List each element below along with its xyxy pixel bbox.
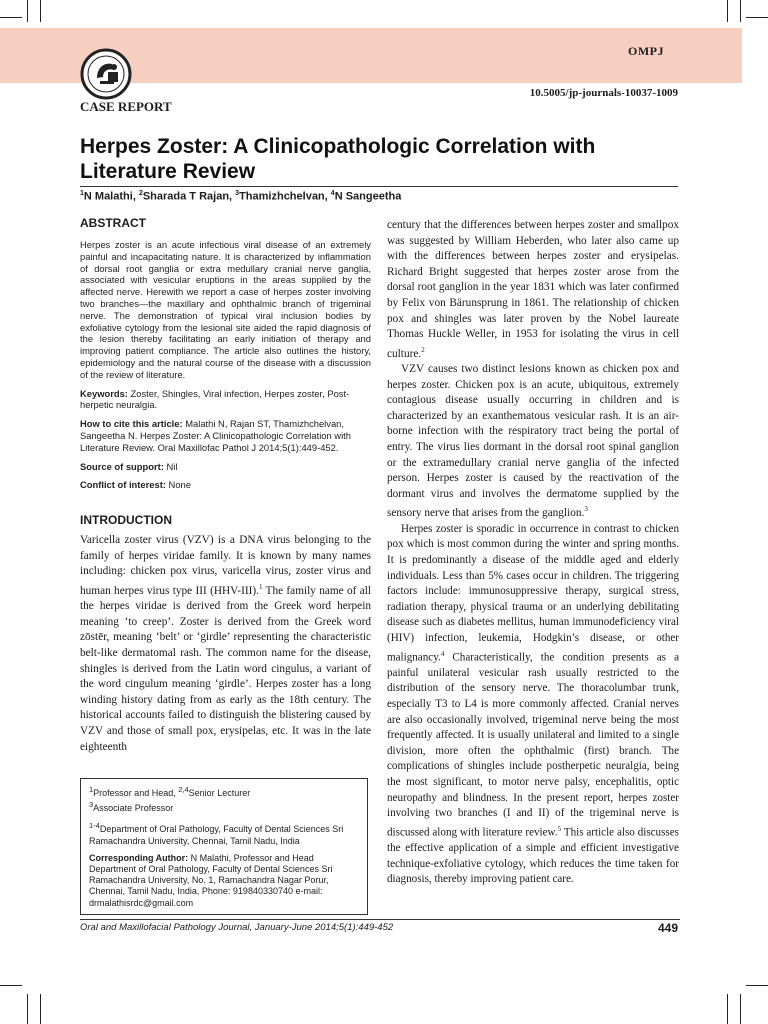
corresponding-author [89, 853, 359, 909]
conflict-value: None [168, 479, 191, 491]
conflict-of-interest [80, 479, 371, 491]
paragraph-text: Herpes zoster is sporadic in occurrence in contrast to chicken pox which is most common during the winter and spring months. It is predominantly a disease of the middle aged and elderly individuals. Less than 5% cases occur in children. The triggering factors include: immunosuppressive therapy, surgical stress, radiation therapy, physical trauma or an underlying debilitating disease such as diabetes mellitus, human immunodeficiency viral (HIV) infection, leukemia, Hodgkin’s disease, or other malignancy. [387, 522, 679, 664]
department [89, 820, 359, 846]
affiliation-text: Professor and Head, [93, 788, 179, 798]
paragraph-text: Characteristically, the condition presents as a painful unilateral vesicular rash usually restricted to the distribution of the sensory nerve. The thoracolumbar trunk, especially T3 to L4 is more commonly affected. Cranial nerves are also occasionally involved, trigeminal nerve being the most frequently affected. It is usually unilateral and limited to a single division, more often the ophthalmic (first) branch. The complications of shingles include postherpetic neuralgia, being the most significant, to motor nerve palsy, encephalitis, optic neuropathy and blindness. In the present report, herpes zoster involving two branches (I and II) of the trigeminal nerve is discussed along with literature review. [387, 651, 679, 839]
crop-mark [746, 17, 768, 18]
abstract-heading: ABSTRACT [80, 216, 146, 230]
paragraph [387, 362, 679, 522]
affiliation-lines [89, 784, 359, 814]
paragraph-text: This article also discusses the effective application of a simple and efficient investigative technique-exfoliative cytology, which reduces the time taken for diagnosis, thereby improving patient care. [387, 826, 679, 886]
paragraph-text: The family name of all the herpes viridae is derived from the Greek word herpein meaning ‘to creep’. Zoster is derived from the Greek word zōstēr, meaning ‘belt’ or ‘girdle’ representing the characteristic belt-like dermatomal rash. The common name for the disease, shingles is derived from the Latin word cingulus, a variant of the word cingulum meaning ‘girdle’. Herpes zoster has a long winding history dating from as early as the 18th century. The historical accounts failed to distinguish the blistering caused by VZV and those of small pox, erysipelas, etc. It was in the late eighteenth [80, 584, 371, 753]
affiliation-text: Associate Professor [93, 803, 174, 814]
crop-mark [746, 985, 768, 986]
introduction-heading: INTRODUCTION [80, 513, 172, 528]
citation-value: Malathi N, Rajan ST, Thamizhchelvan, Sangeetha N. Herpes Zoster: A Clinicopathologic Correlation with Literature Review. Oral Maxillofac Pathol J 2014;5(1):449-452. [80, 418, 351, 453]
author-sup: 3 [235, 190, 240, 197]
support-value: Nil [166, 460, 178, 472]
page-number: 449 [657, 921, 678, 935]
paragraph-text: century that the differences between herpes zoster and smallpox was suggested by William Heberden, who later also came up with the differences between herpes zoster and erysipelas. Richard Bright suggested that herpes zoster arose from the dorsal root ganglion in the year 1831 which was later confirmed by Felix von Bärunsprung in 1861. The relationship of chicken pox and shingles was later proven by the Nobel laureate Thomas Huckle Weller, in 1953 for isolating the virus in cell culture. [387, 219, 679, 360]
crop-mark [740, 994, 741, 1024]
author-list: $^1$N Malathi, $^2$Sharada T Rajan, $^3$Thamizhchelvan, $^4$N Sangeetha [80, 190, 402, 203]
support-label: Source of support: [80, 460, 164, 472]
paragraph [80, 533, 371, 755]
author-sup: 1 [80, 190, 84, 197]
reference-sup[interactable]: 5 [557, 824, 562, 833]
reference-sup[interactable]: 4 [440, 649, 445, 658]
crop-mark [740, 0, 741, 22]
affiliation-sup: 2,4 [178, 785, 189, 794]
crop-mark [0, 17, 22, 18]
journal-logo-icon [80, 48, 132, 100]
source-of-support [80, 461, 371, 473]
article-title: Herpes Zoster: A Clinicopathologic Correlation with Literature Review [80, 135, 596, 183]
crop-mark [727, 0, 728, 22]
journal-abbreviation: OMPJ [628, 44, 664, 58]
author-name: Thamizhchelvan [239, 190, 325, 203]
title-divider [80, 186, 678, 187]
department-text: Department of Oral Pathology, Faculty of Dental Sciences Sri Ramachandra University, Chennai, Tamil Nadu, India [89, 824, 344, 846]
doi[interactable]: 10.5005/jp-journals-10037-1009 [529, 87, 678, 99]
keywords-label: Keywords: [80, 387, 128, 399]
citation-label: How to cite this article: [80, 418, 183, 430]
right-column [387, 218, 679, 888]
affiliation-sup: 1 [89, 785, 94, 794]
footer-divider [80, 919, 680, 920]
footer-journal: Oral and Maxillofacial Pathology Journal, January-June 2014;5(1):449-452 [80, 922, 394, 933]
author-name: N Sangeetha [334, 190, 402, 203]
author-name: N Malathi [83, 190, 133, 203]
corresponding-text: N Malathi, Professor and Head Department of Oral Pathology, Faculty of Dental Sciences Sri Ramachandra University, No. 1, Ramachandra Nagar Porur, Chennai, Tamil Nadu, India, Phone: 919840330740 e-mail: drmalathisrdc@gmail.com [89, 852, 333, 908]
affiliation-sup: 1-4 [89, 821, 100, 831]
conflict-label: Conflict of interest: [80, 479, 166, 491]
affiliations-box [80, 778, 368, 915]
introduction-body [80, 533, 371, 755]
paragraph [387, 522, 679, 888]
crop-mark [27, 0, 28, 22]
abstract-text: Herpes zoster is an acute infectious viral disease of an extremely painful and incapacitating nature. It is characterized by inflammation of dorsal root ganglia or extra medullary cranial nerve ganglia, associated with vesicular eruptions in the areas supplied by the affected nerve. Herewith we report a case of herpes zoster involving two branches—the maxillary and ophthalmic branch of trigeminal nerve. The demonstration of typical viral inclusion bodies by exfoliative cytology from the lesional site aided the rapid diagnosis of the lesion thereby facilitating an early initiation of therapy and improving patient compliance. The article also outlines the history, epidemiology and the natural course of the disease with a discussion of the review of literature. [80, 239, 371, 380]
affiliation-sup: 3 [89, 800, 94, 810]
reference-sup[interactable]: 2 [421, 345, 425, 354]
author-sup: 4 [330, 190, 335, 197]
author-sup: 2 [138, 190, 143, 197]
article-type: CASE REPORT [80, 99, 172, 114]
corresponding-label: Corresponding Author: [89, 852, 189, 863]
paragraph [387, 218, 679, 362]
paragraph-text: VZV causes two distinct lesions known as chicken pox and herpes zoster. Chicken pox is an acute, ubiquitous, extremely contagious disease usually occurring in children and is characterized by an exanthematous vesicular rash. It is an air-borne infection with the respiratory tract being the portal of entry. The virus lies dormant in the dorsal root spinal ganglion or the extramedullary cranial nerve ganglia of the infected person. Herpes zoster is caused by the reactivation of the dormant virus and involves the dermatome supplied by the sensory nerve that arises from the ganglion. [387, 363, 679, 520]
keywords [80, 388, 371, 412]
crop-mark [40, 0, 41, 22]
left-column [80, 216, 371, 755]
crop-mark [27, 994, 28, 1024]
keywords-value: Zoster, Shingles, Viral infection, Herpes zoster, Post-herpetic neuralgia. [80, 387, 350, 411]
reference-sup[interactable]: 1 [258, 582, 263, 591]
reference-sup[interactable]: 3 [584, 505, 588, 514]
crop-mark [40, 994, 41, 1024]
citation [80, 418, 371, 453]
author-name: Sharada T Rajan [142, 190, 230, 203]
affiliation-text: Senior Lecturer [188, 788, 251, 798]
crop-mark [0, 985, 22, 986]
crop-mark [727, 994, 728, 1024]
paragraph-text: Varicella zoster virus (VZV) is a DNA virus belonging to the family of herpes viridae family. It is known by many names including: chicken pox virus, varicella virus, zoster virus and human herpes virus type III (HHV-III). [80, 534, 371, 597]
